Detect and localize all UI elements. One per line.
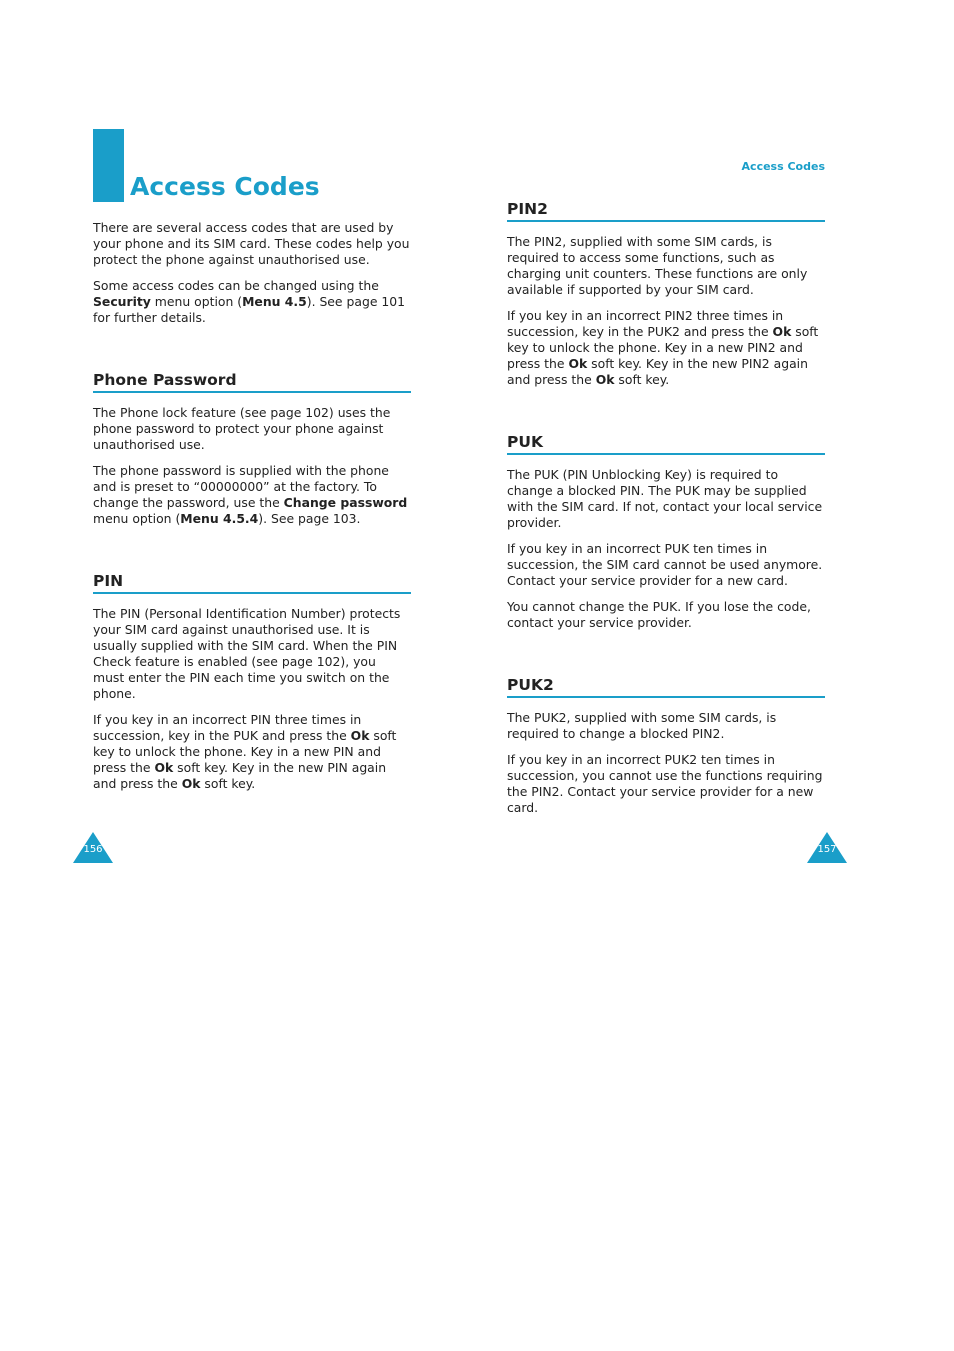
running-header: Access Codes — [741, 160, 825, 173]
puk2-heading: PUK2 — [507, 676, 825, 698]
puk-paragraph-2: If you key in an incorrect PUK ten times in succession, the SIM card cannot be used anymore. Contact your service provider for a new card. — [507, 541, 823, 588]
left-column — [93, 220, 411, 802]
pin-paragraph-1: The PIN (Personal Identification Number) protects your SIM card against unauthorised use. It is usually supplied with the SIM card. When the PIN Check feature is enabled (see page 102), you must enter the PIN each time you switch on the phone. — [93, 606, 401, 701]
title-accent-block — [93, 129, 124, 202]
puk2-paragraph-1: The PUK2, supplied with some SIM cards, is required to change a blocked PIN2. — [507, 710, 777, 741]
pin2-section — [507, 200, 825, 388]
pin-paragraph-2: If you key in an incorrect PIN three times in succession, key in the PUK and press the Ok soft key to unlock the phone. Key in a new PIN and press the Ok soft key. Key in the new PIN again and press the Ok soft key. — [93, 712, 397, 791]
intro-paragraph-1: There are several access codes that are used by your phone and its SIM card. These codes help you protect the phone against unauthorised use. — [93, 220, 410, 267]
puk-heading: PUK — [507, 433, 825, 455]
pin2-paragraph-1: The PIN2, supplied with some SIM cards, is required to access some functions, such as charging unit counters. These functions are only available if supported by your SIM card. — [507, 234, 808, 297]
pin2-paragraph-2: If you key in an incorrect PIN2 three times in succession, key in the PUK2 and press the Ok soft key to unlock the phone. Key in a new PIN2 and press the Ok soft key. Key in the new PIN2 again and press the Ok soft key. — [507, 308, 819, 387]
page-number-right-triangle — [807, 832, 847, 863]
pin-section — [93, 572, 411, 792]
page-number-left: 156 — [83, 844, 103, 855]
puk2-paragraph-2: If you key in an incorrect PUK2 ten times in succession, you cannot use the functions requiring the PIN2. Contact your service provider for a new card. — [507, 752, 823, 815]
puk-paragraph-3: You cannot change the PUK. If you lose the code, contact your service provider. — [507, 599, 811, 630]
pin2-heading: PIN2 — [507, 200, 825, 222]
page-number-right: 157 — [817, 844, 837, 855]
page-number-left-triangle — [73, 832, 113, 863]
right-column — [507, 200, 825, 826]
pin-heading: PIN — [93, 572, 411, 594]
puk2-section — [507, 676, 825, 816]
puk-section — [507, 433, 825, 631]
phone-password-section — [93, 371, 411, 527]
phone-password-paragraph-2: The phone password is supplied with the phone and is preset to “00000000” at the factory. To change the password, use the Change password menu option (Menu 4.5.4). See page 103. — [93, 463, 408, 526]
puk-paragraph-1: The PUK (PIN Unblocking Key) is required to change a blocked PIN. The PUK may be supplied with the SIM card. If not, contact your local service provider. — [507, 467, 823, 530]
intro-paragraph-2: Some access codes can be changed using the Security menu option (Menu 4.5). See page 101 for further details. — [93, 278, 406, 325]
page-title: Access Codes — [130, 172, 320, 201]
phone-password-heading: Phone Password — [93, 371, 411, 393]
phone-password-paragraph-1: The Phone lock feature (see page 102) uses the phone password to protect your phone against unauthorised use. — [93, 405, 391, 452]
intro-section — [93, 220, 411, 326]
